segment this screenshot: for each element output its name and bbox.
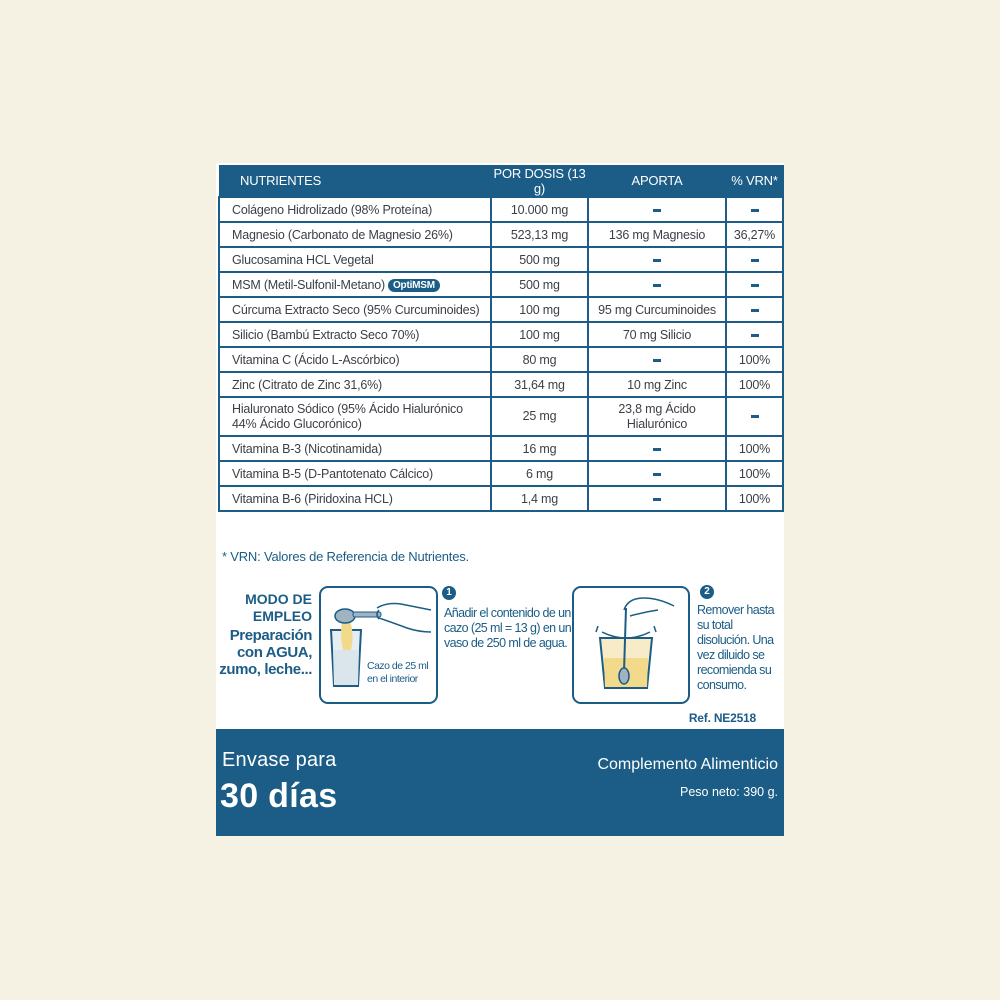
vrn-value	[726, 197, 783, 222]
aporta-value	[588, 272, 726, 297]
nutrition-table	[218, 165, 784, 512]
vrn-value	[726, 247, 783, 272]
vrn-value: 100%	[726, 347, 783, 372]
vrn-value	[726, 322, 783, 347]
dose-value: 523,13 mg	[491, 222, 588, 247]
aporta-value	[588, 436, 726, 461]
table-row	[219, 222, 783, 247]
step2-number: 2	[700, 585, 714, 599]
header-por-dosis: POR DOSIS (13 g)	[491, 165, 588, 197]
aporta-value	[588, 197, 726, 222]
dash-icon	[751, 209, 759, 212]
reference-code: Ref. NE2518	[688, 711, 756, 725]
nutrient-name: Hialuronato Sódico (95% Ácido Hialurónico 44% Ácido Glucorónico)	[219, 397, 491, 436]
dash-icon	[653, 448, 661, 451]
dose-value: 100 mg	[491, 322, 588, 347]
envase-label: Envase para	[222, 749, 337, 771]
nutrient-name: Magnesio (Carbonato de Magnesio 26%)	[219, 222, 491, 247]
table-row	[219, 461, 783, 486]
dash-icon	[751, 334, 759, 337]
dose-value: 1,4 mg	[491, 486, 588, 511]
vrn-value: 100%	[726, 486, 783, 511]
aporta-value: 95 mg Curcuminoides	[588, 297, 726, 322]
table-row	[219, 347, 783, 372]
nutrient-name: Vitamina B-6 (Piridoxina HCL)	[219, 486, 491, 511]
complemento-label: Complemento Alimenticio	[597, 756, 778, 773]
modo-subtitle: Preparación con AGUA, zumo, leche...	[219, 627, 312, 678]
dose-value: 80 mg	[491, 347, 588, 372]
dose-value: 6 mg	[491, 461, 588, 486]
dash-icon	[751, 259, 759, 262]
header-vrn: % VRN*	[726, 165, 783, 197]
nutrient-name: Colágeno Hidrolizado (98% Proteína)	[219, 197, 491, 222]
aporta-value	[588, 461, 726, 486]
optimsm-badge: OptiMSM	[388, 279, 440, 292]
product-label-panel	[216, 163, 784, 836]
aporta-value: 70 mg Silicio	[588, 322, 726, 347]
dash-icon	[653, 209, 661, 212]
stirring-glass-icon	[574, 588, 688, 702]
nutrient-name: Cúrcuma Extracto Seco (95% Curcuminoides)	[219, 297, 491, 322]
aporta-value: 10 mg Zinc	[588, 372, 726, 397]
dose-value: 25 mg	[491, 397, 588, 436]
dash-icon	[653, 359, 661, 362]
nutrient-name: Vitamina C (Ácido L-Ascórbico)	[219, 347, 491, 372]
dash-icon	[653, 498, 661, 501]
nutrient-name: MSM (Metil-Sulfonil-Metano) OptiMSM	[219, 272, 491, 297]
vrn-value: 100%	[726, 372, 783, 397]
vrn-value: 100%	[726, 436, 783, 461]
step1-number: 1	[442, 586, 456, 600]
nutrient-name: Zinc (Citrato de Zinc 31,6%)	[219, 372, 491, 397]
step1-illustration	[319, 586, 438, 704]
modo-title: MODO DE EMPLEO	[245, 591, 312, 624]
dose-value: 100 mg	[491, 297, 588, 322]
table-row	[219, 397, 783, 436]
vrn-value	[726, 297, 783, 322]
aporta-value: 136 mg Magnesio	[588, 222, 726, 247]
vrn-value: 36,27%	[726, 222, 783, 247]
net-weight: Peso neto: 390 g.	[680, 785, 778, 799]
table-row	[219, 486, 783, 511]
table-row	[219, 247, 783, 272]
footer-bar	[216, 729, 784, 836]
nutrient-name: Vitamina B-3 (Nicotinamida)	[219, 436, 491, 461]
aporta-value	[588, 247, 726, 272]
table-row	[219, 436, 783, 461]
dose-value: 16 mg	[491, 436, 588, 461]
table-header-row	[219, 165, 783, 197]
table-row	[219, 322, 783, 347]
vrn-value	[726, 272, 783, 297]
dash-icon	[653, 284, 661, 287]
dash-icon	[751, 284, 759, 287]
table-row	[219, 272, 783, 297]
dose-value: 500 mg	[491, 247, 588, 272]
dose-value: 500 mg	[491, 272, 588, 297]
header-nutrientes: NUTRIENTES	[219, 165, 491, 197]
vrn-value: 100%	[726, 461, 783, 486]
dose-value: 10.000 mg	[491, 197, 588, 222]
vrn-footnote: * VRN: Valores de Referencia de Nutrientes.	[222, 549, 469, 564]
table-row	[219, 197, 783, 222]
step2-text: Remover hasta su total disolución. Una vez diluido se recomienda su consumo.	[697, 603, 774, 692]
modo-de-empleo	[216, 591, 312, 678]
aporta-value: 23,8 mg Ácido Hialurónico	[588, 397, 726, 436]
dash-icon	[751, 309, 759, 312]
step1-text: Añadir el contenido de un cazo (25 ml = 13 g) en un vaso de 250 ml de agua.	[444, 606, 572, 650]
dash-icon	[751, 415, 759, 418]
days-label: 30 días	[220, 777, 338, 815]
step2-illustration	[572, 586, 690, 704]
aporta-value	[588, 347, 726, 372]
dash-icon	[653, 473, 661, 476]
vrn-value	[726, 397, 783, 436]
nutrient-name: Silicio (Bambú Extracto Seco 70%)	[219, 322, 491, 347]
scoop-caption: Cazo de 25 ml en el interior	[367, 660, 429, 685]
header-aporta: APORTA	[588, 165, 726, 197]
table-row	[219, 297, 783, 322]
table-row	[219, 372, 783, 397]
aporta-value	[588, 486, 726, 511]
dash-icon	[653, 259, 661, 262]
nutrient-name: Vitamina B-5 (D-Pantotenato Cálcico)	[219, 461, 491, 486]
nutrient-name: Glucosamina HCL Vegetal	[219, 247, 491, 272]
dose-value: 31,64 mg	[491, 372, 588, 397]
